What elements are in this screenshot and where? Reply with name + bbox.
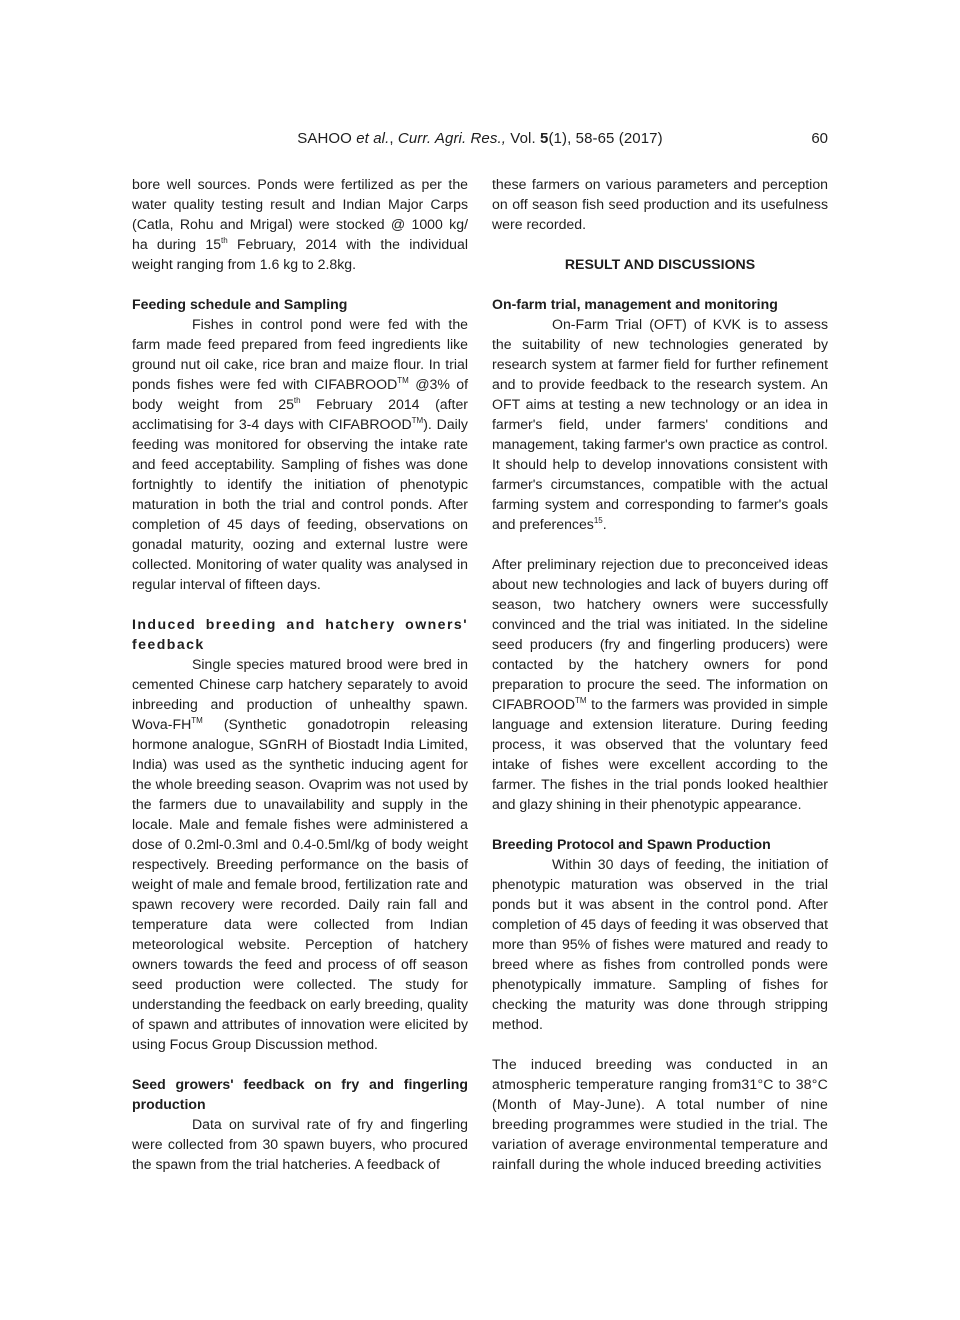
paragraph bbox=[492, 314, 828, 534]
section-title: RESULT AND DISCUSSIONS bbox=[564, 256, 756, 272]
section-heading: Induced breeding and hatchery owners' feedback bbox=[132, 616, 468, 652]
trademark-sup: TM bbox=[191, 716, 203, 725]
paragraph: these farmers on various parameters and perception on off season fish seed production and its usefulness were recorded. bbox=[492, 176, 828, 232]
header-vol-label: Vol. bbox=[510, 130, 536, 147]
text: ). Daily feeding was monitored for observing the intake rate and feed acceptability. Sampling of fishes was done fortnightly to identify the initiation of phenotypic maturation in both the trial and control ponds. After completion of 45 days of feeding, observations on gonadal maturity, oozing and external lustre were collected. Monitoring of water quality was analysed in regular interval of fifteen days. bbox=[132, 416, 468, 592]
paragraph bbox=[132, 314, 468, 594]
header-author: SAHOO bbox=[297, 130, 352, 147]
header-issue-pages: (1), 58-65 (2017) bbox=[548, 130, 663, 147]
superscript: th bbox=[293, 396, 301, 405]
trademark-sup: TM bbox=[397, 376, 409, 385]
text: bore well sources. Ponds were fertilized as per the water quality testing result and Indian Major Carps (Catla, Rohu and Mrigal) were stocked @ 1000 kg/ ha during 15 bbox=[132, 176, 468, 252]
paragraph: The induced breeding was conducted in an atmospheric temperature ranging from31°C to 38°C (Month of May-June). A total number of nine breeding programmes were studied in the trial. The variation of average environmental temperature and rainfall during the whole induced breeding activities bbox=[492, 1056, 828, 1172]
text: @3% of body weight from 25 bbox=[132, 376, 468, 412]
paragraph: Data on survival rate of fry and fingerling were collected from 30 spawn buyers, who procured the spawn from the trial hatcheries. A feedback of bbox=[132, 1116, 468, 1172]
text: (Synthetic gonadotropin releasing hormone analogue, SGnRH of Biostadt India Limited, India) was used as the synthetic inducing agent for the whole breeding season. Ovaprim was not used by the farmers due to unavailability and supply in the locale. Male and female fishes were administered a dose of 0.2ml-0.3ml and 0.4-0.5ml/kg of body weight respectively. Breeding performance on the basis of weight of male and female brood, fertilization rate and spawn recovery were recorded. Daily rain fall and temperature data were collected from Indian meteorological website. Perception of hatchery owners towards the feed and process of off season seed production were collected. The study for understanding the feedback on early breeding, quality of spawn and attributes of innovation were elicited by using Focus Group Discussion method. bbox=[132, 716, 468, 1052]
text: . bbox=[602, 516, 607, 532]
superscript: th bbox=[221, 236, 228, 245]
trademark-sup: TM bbox=[575, 696, 587, 705]
page-number: 60 bbox=[811, 130, 828, 147]
section-heading: Feeding schedule and Sampling bbox=[132, 296, 348, 312]
text: After preliminary rejection due to preconceived ideas about new technologies and lack of buyers during off season, two hatchery owners were successfully convinced and the trial was initiated. In the sideline seed producers (fry and fingerling producers) were contacted by the hatchery owners for pond preparation to procure the seed. The information on CIFABROOD bbox=[492, 556, 828, 712]
section-heading: Seed growers' feedback on fry and fingerling production bbox=[132, 1076, 468, 1112]
text: Single species matured brood were bred in cemented Chinese carp hatchery separately to avoid inbreeding and production of unhealthy spawn. Wova-FH bbox=[132, 656, 468, 732]
section-heading: Breeding Protocol and Spawn Production bbox=[492, 836, 771, 852]
citation-line: SAHOO et al., Curr. Agri. Res., Vol. 5(1), 58-65 (2017) bbox=[297, 130, 663, 147]
header-volume: 5 bbox=[540, 130, 549, 147]
text: Fishes in control pond were fed with the farm made feed prepared from feed ingredients like ground nut oil cake, rice bran and maize flour. In trial ponds fishes were fed with CIFABROOD bbox=[132, 316, 468, 392]
section-heading: On-farm trial, management and monitoring bbox=[492, 296, 778, 312]
paragraph bbox=[132, 174, 468, 274]
text: to the farmers was provided in simple language and extension literature. During feeding process, it was observed that the voluntary feed intake of fishes were excellent according to the farmer. The fishes in the trial ponds looked healthier and glazy shining in their phenotypic appearance. bbox=[492, 696, 828, 812]
paragraph bbox=[492, 554, 828, 814]
text: On-Farm Trial (OFT) of KVK is to assess the suitability of new technologies generated by research system at farmer field for further refinement and to provide feedback to the research system. An OFT aims at testing a new technology or an idea in farmer's field, under farmers' conditions and management, taking farmer's own practice as control. It should help to develop innovations consistent with farmer's circumstances, compatible with the actual farming system and corresponding to farmer's goals and preferences bbox=[492, 316, 828, 532]
text: February, 2014 with the individual weight ranging from 1.6 kg to 2.8kg. bbox=[132, 236, 468, 272]
reference-sup: 15 bbox=[593, 516, 603, 525]
header-journal: Curr. Agri. Res., bbox=[397, 130, 507, 147]
text: February 2014 (after acclimatising for 3-4 days with CIFABROOD bbox=[132, 396, 468, 432]
right-column bbox=[492, 174, 828, 1174]
trademark-sup: TM bbox=[411, 416, 424, 425]
paragraph bbox=[132, 654, 468, 1054]
left-column bbox=[132, 174, 468, 1174]
paragraph: Within 30 days of feeding, the initiation of phenotypic maturation was observed in the trial ponds but it was absent in the control pond. After completion of 45 days of feeding it was observed that more than 95% of fishes were matured and ready to breed where as fishes from controlled ponds were phenotypically immature. Sampling of fishes for checking the maturity was done through stripping method. bbox=[492, 856, 828, 1032]
header-etal: et al. bbox=[356, 130, 390, 147]
